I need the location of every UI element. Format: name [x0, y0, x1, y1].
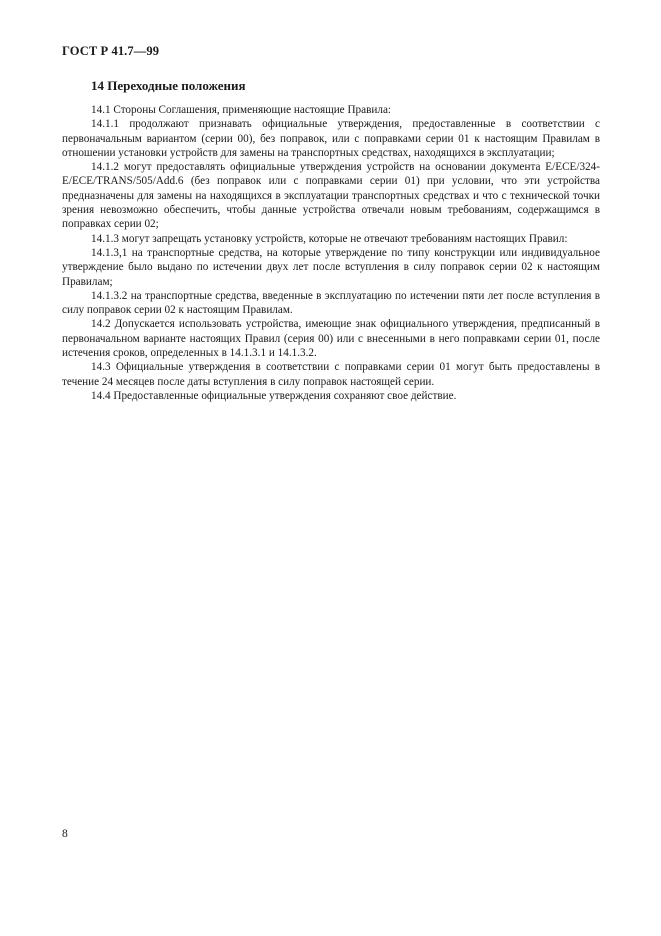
paragraph-14-1-1: 14.1.1 продолжают признавать официальные утверждения, предоставленные в соответствии с первоначальным вариантом (серии 00), без поправок, или с поправками серии 01 к настоящим Правилам в отношении установки устройств для замены на транспортных средствах, находящихся в эксплуатации;	[62, 118, 600, 159]
paragraph-14-1-3-1: 14.1.3,1 на транспортные средства, на которые утверждение по типу конструкции или индивидуальное утверждение было выдано по истечении двух лет после вступления в силу поправок серии 02 к настоящим Правилам;	[62, 246, 600, 288]
paragraph-14-3: 14.3 Официальные утверждения в соответствии с поправками серии 01 могут быть предоставлены в течение 24 месяцев после даты вступления в силу поправок настоящей серии.	[62, 361, 600, 388]
paragraph-14-2: 14.2 Допускается использовать устройства, имеющие знак официального утверждения, предписанный в первоначальном варианте настоящих Правил (серия 00) или с внесенными в него поправками серии 01, после истечения сроков, определенных в 14.1.3.1 и 14.1.3.2.	[62, 318, 600, 360]
document-header: ГОСТ Р 41.7—99	[62, 44, 160, 58]
paragraph-14-1-2: 14.1.2 могут предоставлять официальные утверждения устройств на основании документа E/ECE/324-E/ECE/TRANS/505/Add.6 (без поправок или с поправками серии 01) при условии, что эти устройства предназначены для замены на находящихся в эксплуатации транспортных средствах и что с технической точки зрения невозможно обеспечить, чтобы данные устройства отвечали новым требованиям, содержащимся в поправках серии 02;	[62, 161, 600, 231]
document-body	[62, 103, 600, 403]
page-number: 8	[62, 828, 68, 840]
paragraph-14-1-3-2: 14.1.3.2 на транспортные средства, введенные в эксплуатацию по истечении пяти лет после вступления в силу поправок серии 02 к настоящим Правилам.	[62, 289, 600, 317]
paragraph-14-1-3: 14.1.3 могут запрещать установку устройств, которые не отвечают требованиям настоящих Правил:	[91, 232, 568, 245]
paragraph-14-1: 14.1 Стороны Соглашения, применяющие настоящие Правила:	[91, 104, 392, 116]
section-title: 14 Переходные положения	[91, 78, 246, 93]
paragraph-14-4: 14.4 Предоставленные официальные утверждения сохраняют свое действие.	[91, 389, 457, 402]
